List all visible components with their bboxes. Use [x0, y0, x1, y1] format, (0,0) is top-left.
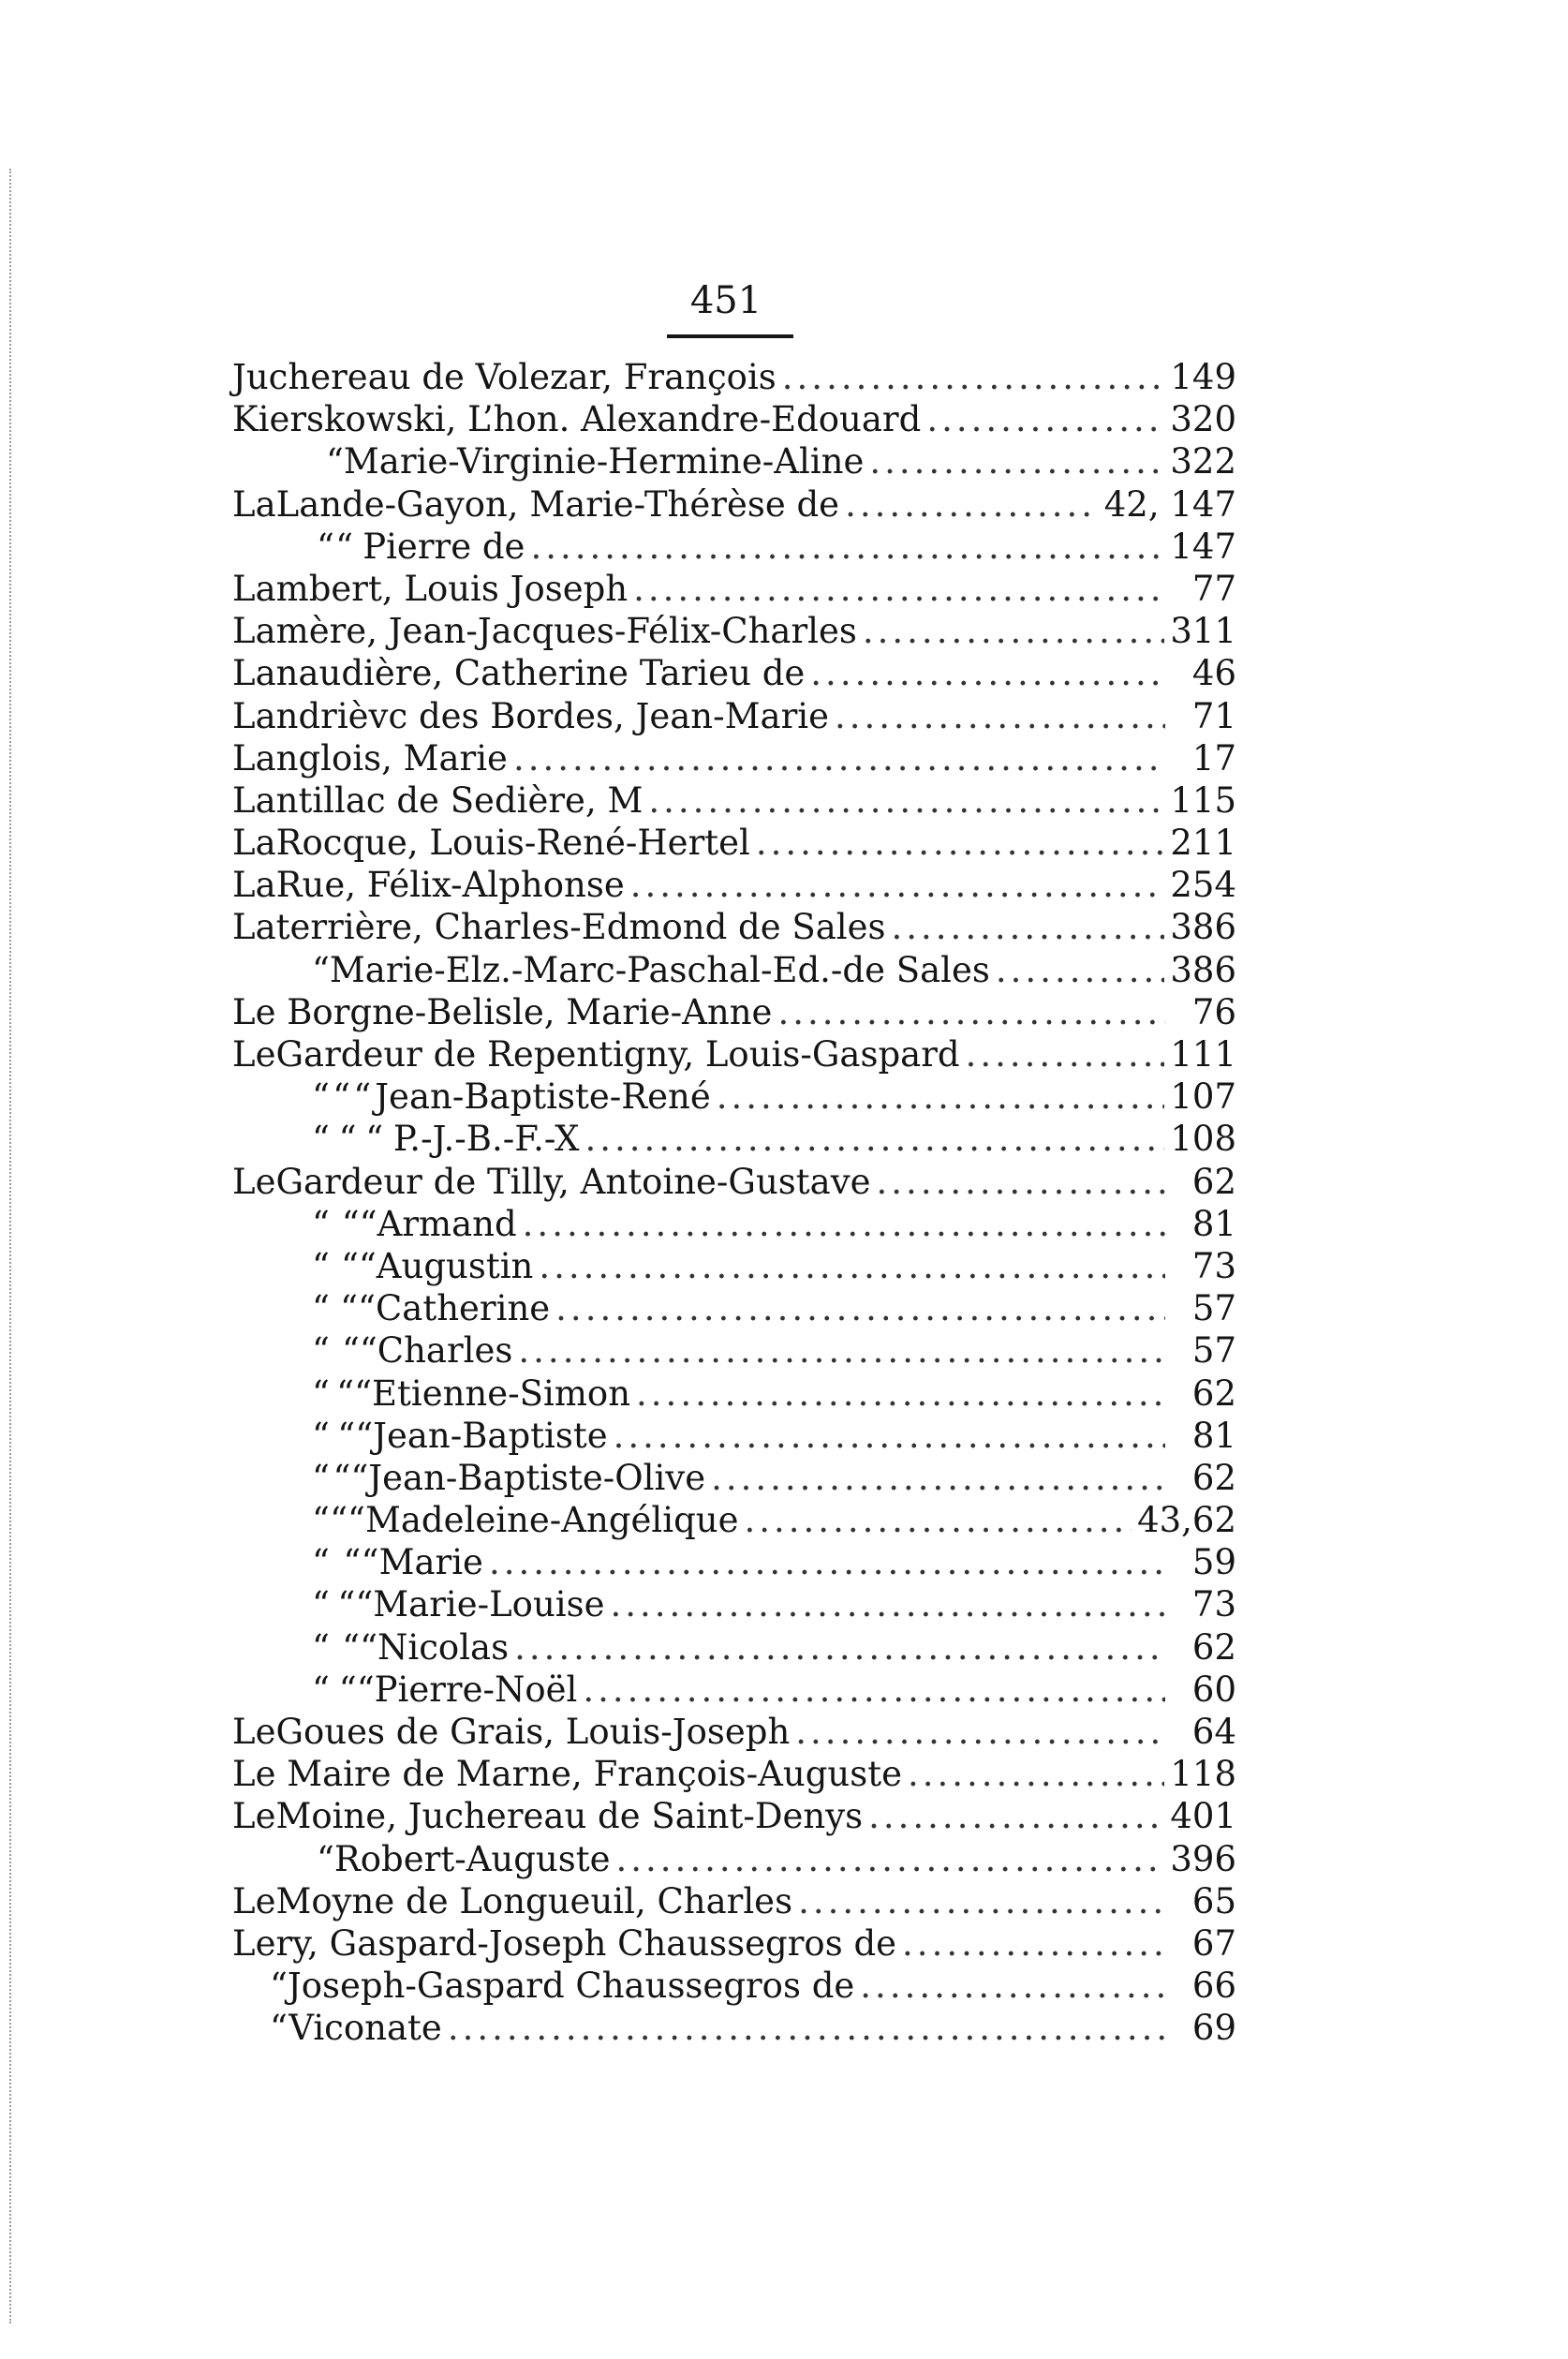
entry-name: Nicolas	[377, 1626, 510, 1668]
dot-leader	[711, 1457, 1165, 1499]
ditto-mark: “	[359, 1330, 377, 1372]
entry-name: Lamère, Jean-Jacques-Félix-Charles	[232, 611, 857, 652]
entry-name: Le Borgne-Belisle, Marie-Anne	[232, 991, 773, 1032]
entry-name: Catherine	[375, 1288, 551, 1329]
dot-leader	[611, 1583, 1165, 1625]
ditto-mark: “	[312, 1500, 330, 1541]
ditto-mark: “	[330, 1500, 348, 1541]
entry-name: Augustin	[376, 1245, 534, 1286]
ditto-mark: “	[358, 1288, 376, 1329]
entry-name: Joseph-Gaspard Chaussegros de	[287, 1966, 855, 2007]
index-entry	[232, 1583, 1236, 1625]
ditto-mark: “	[360, 1626, 377, 1668]
entry-name: Marie-Louise	[373, 1584, 605, 1625]
entry-page: 69	[1191, 2008, 1236, 2049]
index-entry	[232, 1372, 1236, 1415]
entry-name: Marie	[378, 1542, 483, 1583]
ditto-mark: “	[270, 2008, 288, 2049]
dot-leader	[902, 1922, 1165, 1965]
index-entry	[232, 2007, 1236, 2049]
index-entry	[232, 949, 1236, 991]
entry-page: 115	[1170, 779, 1236, 821]
dot-leader	[835, 695, 1165, 737]
entry-page: 118	[1170, 1754, 1236, 1795]
ditto-mark: “	[336, 1372, 355, 1414]
entry-page: 111	[1170, 1034, 1236, 1075]
ditto-mark: “	[350, 1457, 369, 1498]
index-entry	[232, 440, 1236, 482]
entry-name: Laterrière, Charles-Edmond de Sales	[232, 907, 886, 948]
entry-page: 65	[1191, 1880, 1236, 1921]
ditto-mark: “	[333, 1457, 351, 1498]
entry-page: 60	[1191, 1669, 1236, 1710]
index-entry	[232, 1880, 1236, 1922]
entry-page: 320	[1170, 399, 1236, 440]
dot-leader	[860, 1965, 1165, 2007]
index-entry	[232, 906, 1236, 948]
entry-page: 73	[1191, 1584, 1236, 1625]
index-entry	[232, 1287, 1236, 1329]
entry-name: Lambert, Louis Joseph	[232, 568, 629, 609]
ditto-mark: “	[337, 1415, 356, 1456]
entry-name: Lery, Gaspard-Joseph Chaussegros de	[232, 1922, 897, 1964]
entry-page: 149	[1170, 357, 1236, 397]
index-entry	[232, 568, 1236, 610]
ditto-mark: “	[312, 1542, 330, 1583]
ditto-mark: “	[343, 1542, 362, 1583]
dot-leader	[555, 1287, 1165, 1329]
ditto-mark: “	[312, 1119, 330, 1160]
dot-leader	[845, 483, 1099, 526]
entry-page: 77	[1191, 568, 1236, 609]
entry-name: Le Maire de Marne, François-Auguste	[232, 1754, 902, 1795]
ditto-mark: “	[317, 526, 334, 567]
ditto-mark: “	[312, 1372, 330, 1414]
entry-name: Madeleine-Angélique	[364, 1500, 739, 1541]
entry-page: 401	[1170, 1796, 1236, 1837]
entry-page: 62	[1191, 1457, 1236, 1498]
dot-leader	[745, 1499, 1132, 1541]
entry-name: LeGoues de Grais, Louis-Joseph	[232, 1712, 791, 1752]
entry-name: Pierre-Noël	[374, 1669, 578, 1710]
entry-name: Armand	[377, 1203, 517, 1244]
entry-page: 322	[1170, 441, 1236, 482]
index-entry	[232, 779, 1236, 822]
dot-leader	[996, 949, 1164, 991]
index-entry	[232, 1033, 1236, 1076]
entry-name: Charles	[377, 1330, 513, 1372]
entry-page: 57	[1191, 1288, 1236, 1329]
index-entry	[232, 526, 1236, 568]
ditto-mark: “	[365, 1119, 384, 1160]
dot-leader	[798, 1880, 1165, 1922]
entry-name: Lanaudière, Catherine Tarieu de	[232, 653, 806, 694]
dot-leader	[518, 1329, 1165, 1372]
ditto-mark: “	[338, 1119, 357, 1160]
scan-edge-marks	[9, 169, 14, 2323]
index-entry	[232, 1711, 1236, 1753]
entry-page: 42, 147	[1103, 483, 1236, 525]
ditto-mark: “	[354, 1372, 372, 1414]
entry-name: Juchereau de Volezar, François	[232, 357, 777, 397]
entry-name: LaRocque, Louis-René-Hertel	[232, 823, 750, 864]
dot-leader	[530, 526, 1164, 568]
entry-name: Viconate	[288, 2008, 442, 2049]
entry-page: 396	[1170, 1838, 1236, 1879]
entry-page: 71	[1191, 695, 1236, 736]
dot-leader	[926, 398, 1164, 440]
index-entry	[232, 1541, 1236, 1583]
dot-leader	[539, 1245, 1165, 1287]
ditto-mark: “	[335, 526, 354, 567]
entry-name: LeMoine, Juchereau de Saint-Denys	[232, 1796, 864, 1837]
dot-leader	[616, 1838, 1165, 1880]
entry-page: 81	[1191, 1415, 1236, 1456]
dot-leader	[795, 1711, 1165, 1753]
dot-leader	[717, 1076, 1165, 1118]
ditto-mark: “	[356, 1669, 375, 1710]
dot-leader	[513, 737, 1165, 779]
entry-page: 108	[1170, 1119, 1236, 1160]
ditto-mark: “	[355, 1584, 374, 1625]
index-entry	[232, 1161, 1236, 1203]
entry-name: Lantillac de Sedière, M	[232, 779, 643, 821]
entry-page: 17	[1191, 737, 1236, 779]
index-entry	[232, 1415, 1236, 1457]
dot-leader	[584, 1118, 1164, 1160]
index-entry	[232, 1457, 1236, 1499]
ditto-mark: “	[312, 1076, 330, 1118]
entry-page: 107	[1170, 1076, 1236, 1118]
ditto-mark: “	[348, 1500, 365, 1541]
entry-page: 62	[1191, 1161, 1236, 1202]
index-entry	[232, 1753, 1236, 1795]
entry-page: 81	[1191, 1203, 1236, 1244]
ditto-mark: “	[312, 1584, 330, 1625]
ditto-mark: “	[341, 1203, 360, 1244]
dot-leader	[448, 2007, 1165, 2049]
ditto-mark: “	[312, 1457, 330, 1498]
entry-page: 66	[1191, 1966, 1236, 2007]
index-entry	[232, 1965, 1236, 2007]
entry-page: 62	[1191, 1372, 1236, 1414]
entry-page: 73	[1191, 1245, 1236, 1286]
index-entry	[232, 1795, 1236, 1837]
index-entry	[232, 1118, 1236, 1160]
dot-leader	[648, 779, 1164, 822]
entry-page: 311	[1170, 611, 1236, 652]
page-number: 451	[689, 279, 762, 322]
entry-name: Marie-Elz.-Marc-Paschal-Ed.-de Sales	[329, 949, 990, 990]
ditto-mark: “	[338, 1669, 357, 1710]
entry-page: 57	[1191, 1330, 1236, 1372]
entry-page: 76	[1191, 991, 1236, 1032]
ditto-mark: “	[341, 1330, 360, 1372]
index-entry	[232, 1203, 1236, 1245]
index-entry	[232, 1669, 1236, 1711]
dot-leader	[777, 991, 1165, 1033]
ditto-mark: “	[312, 1245, 330, 1286]
entry-name: LaLande-Gayon, Marie-Thérèse de	[232, 483, 840, 525]
ditto-mark: “	[317, 1838, 334, 1879]
dot-leader	[869, 440, 1164, 482]
entry-name: Kierskowski, L’hon. Alexandre-Edouard	[232, 399, 922, 440]
ditto-mark: “	[312, 1669, 330, 1710]
index-entry	[232, 1076, 1236, 1118]
ditto-mark: “	[326, 441, 344, 482]
dot-leader	[782, 356, 1165, 398]
dot-leader	[523, 1203, 1165, 1245]
ditto-mark: “	[270, 1966, 288, 2007]
index-entry	[232, 737, 1236, 779]
ditto-mark: “	[333, 1076, 351, 1118]
entry-name: P.-J.-B.-F.-X	[392, 1119, 580, 1160]
index-entry	[232, 356, 1236, 398]
index-entry	[232, 1329, 1236, 1372]
entry-name: LeMoyne de Longueuil, Charles	[232, 1880, 793, 1921]
entry-name: Jean-Baptiste-Olive	[368, 1457, 706, 1498]
ditto-mark: “	[312, 949, 330, 990]
index-entry	[232, 695, 1236, 737]
dot-leader	[633, 568, 1165, 610]
entry-page: 211	[1170, 823, 1236, 864]
entry-page: 64	[1191, 1712, 1236, 1752]
index-entry	[232, 1922, 1236, 1965]
index-entry	[232, 864, 1236, 906]
entry-name: Etienne-Simon	[371, 1372, 631, 1414]
dot-leader	[966, 1033, 1165, 1076]
index-entry	[232, 398, 1236, 440]
entry-name: Pierre de	[362, 526, 525, 567]
ditto-mark: “	[342, 1626, 361, 1668]
ditto-mark: “	[337, 1584, 356, 1625]
index-entry	[232, 991, 1236, 1033]
entry-name: Jean-Baptiste-René	[375, 1076, 711, 1118]
dot-leader	[892, 906, 1165, 948]
entry-page: 59	[1191, 1542, 1237, 1583]
ditto-mark: “	[312, 1330, 330, 1372]
entry-name: Marie-Virginie-Hermine-Aline	[343, 441, 865, 482]
index-entry	[232, 1626, 1236, 1669]
ditto-mark: “	[358, 1245, 377, 1286]
entry-page: 386	[1170, 949, 1236, 990]
index-entry	[232, 822, 1236, 864]
ditto-mark: “	[353, 1076, 372, 1118]
dot-leader	[810, 652, 1165, 694]
header-rule	[667, 334, 793, 338]
index-entry	[232, 1245, 1236, 1287]
dot-leader	[908, 1753, 1164, 1795]
entry-page: 386	[1170, 907, 1236, 948]
dot-leader	[868, 1795, 1164, 1837]
entry-page: 67	[1191, 1922, 1236, 1964]
ditto-mark: “	[312, 1203, 330, 1244]
index-entry	[232, 1838, 1236, 1880]
ditto-mark: “	[340, 1288, 359, 1329]
ditto-mark: “	[361, 1542, 379, 1583]
index-entry	[232, 1499, 1236, 1541]
ditto-mark: “	[312, 1626, 330, 1668]
dot-leader	[583, 1669, 1165, 1711]
dot-leader	[877, 1161, 1165, 1203]
entry-page: 43,62	[1137, 1500, 1236, 1541]
index-entry	[232, 652, 1236, 694]
entry-name: Jean-Baptiste	[373, 1415, 608, 1456]
dot-leader	[614, 1415, 1165, 1457]
entry-name: LeGardeur de Tilly, Antoine-Gustave	[232, 1161, 871, 1202]
dot-leader	[636, 1372, 1165, 1415]
dot-leader	[630, 864, 1165, 906]
entry-page: 254	[1170, 865, 1236, 906]
index-entries	[232, 356, 1236, 2050]
entry-name: Langlois, Marie	[232, 737, 508, 779]
dot-leader	[756, 822, 1165, 864]
ditto-mark: “	[355, 1415, 374, 1456]
ditto-mark: “	[340, 1245, 359, 1286]
index-entry	[232, 610, 1236, 652]
entry-page: 147	[1170, 526, 1236, 567]
entry-page: 46	[1191, 653, 1236, 694]
ditto-mark: “	[359, 1203, 377, 1244]
index-entry	[232, 483, 1236, 526]
entry-name: Robert-Auguste	[333, 1838, 611, 1879]
ditto-mark: “	[312, 1415, 330, 1456]
entry-name: LaRue, Félix-Alphonse	[232, 865, 625, 906]
entry-page: 62	[1191, 1626, 1236, 1668]
ditto-mark: “	[312, 1288, 330, 1329]
dot-leader	[514, 1626, 1165, 1669]
dot-leader	[489, 1541, 1165, 1583]
entry-name: Landrièvc des Bordes, Jean-Marie	[232, 695, 830, 736]
dot-leader	[863, 610, 1164, 652]
entry-name: LeGardeur de Repentigny, Louis-Gaspard	[232, 1034, 960, 1075]
